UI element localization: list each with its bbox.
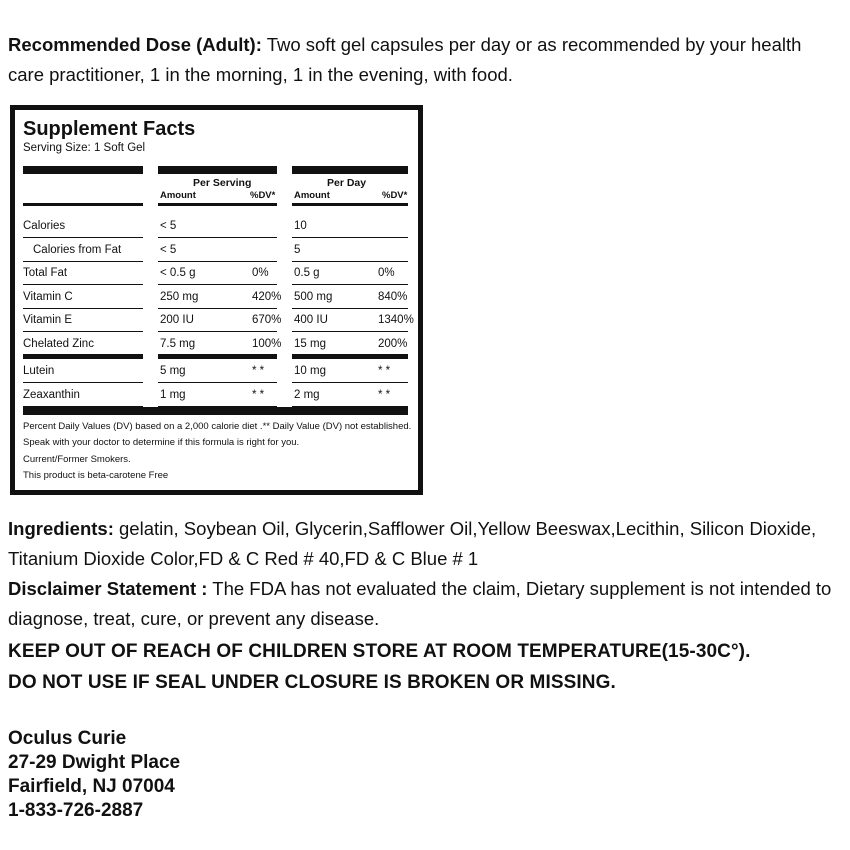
nutrient-row <box>15 308 418 332</box>
per-day-amount: 10 mg <box>294 365 326 377</box>
per-day-dv: * * <box>378 365 391 377</box>
footnote: Current/Former Smokers. <box>23 454 131 465</box>
warning-line-2: DO NOT USE IF SEAL UNDER CLOSURE IS BROKEN OR MISSING. <box>8 672 616 693</box>
per-day-dv: * * <box>378 388 391 401</box>
nutrient-name: Calories <box>23 220 66 232</box>
bottom-thick-bar <box>23 407 408 415</box>
per-day-heading: Per Day <box>327 177 367 189</box>
per-serving-dv: 670% <box>252 314 282 326</box>
nutrient-row <box>15 285 418 309</box>
warning-line-1: KEEP OUT OF REACH OF CHILDREN STORE AT ROOM TEMPERATURE(15-30C°). <box>8 641 751 662</box>
per-day-amount: 5 <box>294 243 301 256</box>
nutrient-name: Vitamin E <box>23 314 73 326</box>
nutrient-row <box>15 238 418 262</box>
per-day-dv: 0% <box>378 267 395 279</box>
per-day-amount: 15 mg <box>294 337 326 350</box>
disclaimer-label: Disclaimer Statement : <box>8 578 208 599</box>
nutrient-name: Calories from Fat <box>33 243 122 256</box>
per-day-amount: 0.5 g <box>294 267 320 279</box>
per-serving-amount: 250 mg <box>160 290 199 303</box>
city-state-zip: Fairfield, NJ 07004 <box>8 776 175 797</box>
section-divider <box>158 354 277 359</box>
per-serving-amount: < 5 <box>160 220 177 232</box>
section-divider <box>23 354 143 359</box>
per-day-dv: 1340% <box>378 314 414 326</box>
per-serving-amount: 1 mg <box>160 388 186 401</box>
footnote: This product is beta-carotene Free <box>23 470 169 481</box>
per-day-amount: 2 mg <box>294 388 320 401</box>
facts-title: Supplement Facts <box>23 118 196 140</box>
disclaimer-text: The FDA has not evaluated the claim, Dietary supplement is not intended to diagnose, treat, cure, or prevent any disease. <box>8 578 832 629</box>
per-serving-dv: 100% <box>252 337 282 350</box>
per-day-dv: 840% <box>378 290 408 303</box>
dose-text: Two soft gel capsules per day or as recommended by your health care practitioner, 1 in the morning, 1 in the evening, with food. <box>8 34 802 85</box>
dose-label: Recommended Dose (Adult): <box>8 34 262 55</box>
company-address <box>8 727 180 823</box>
subheader-bar-right <box>292 203 408 206</box>
ingredients-text: gelatin, Soybean Oil, Glycerin,Safflower Oil,Yellow Beeswax,Lecithin, Silicon Dioxide, Titanium Dioxide Color,FD & C Red # 40,FD & C Blue # 1 <box>8 518 817 569</box>
per-serving-dv: 420% <box>252 290 282 303</box>
nutrient-row <box>15 383 418 407</box>
subheader-bar-left <box>23 203 143 206</box>
street-address: 27-29 Dwight Place <box>8 752 181 773</box>
per-serving-heading: Per Serving <box>193 177 252 189</box>
nutrient-name: Zeaxanthin <box>23 388 80 401</box>
per-day-amount: 10 <box>294 220 307 232</box>
per-serving-amount-heading: Amount <box>160 190 196 201</box>
per-day-dv-heading: %DV* <box>382 190 408 201</box>
nutrient-row <box>15 332 418 356</box>
warnings <box>8 636 848 698</box>
nutrient-row <box>15 261 418 285</box>
footnote: Percent Daily Values (DV) based on a 2,000 calorie diet .** Daily Value (DV) not established. <box>23 421 412 432</box>
nutrient-name: Chelated Zinc <box>23 337 94 350</box>
section-divider <box>292 354 408 359</box>
per-serving-amount: < 5 <box>160 243 177 256</box>
header-bar-left <box>23 166 143 174</box>
ingredients <box>8 514 843 574</box>
per-serving-amount: 7.5 mg <box>160 337 196 350</box>
serving-size: Serving Size: 1 Soft Gel <box>23 142 146 154</box>
header-bar-mid <box>158 166 277 174</box>
disclaimer <box>8 574 843 634</box>
subheader-bar-mid <box>158 203 277 206</box>
per-serving-dv: * * <box>252 388 265 401</box>
per-serving-dv-heading: %DV* <box>250 190 276 201</box>
nutrient-row <box>15 214 418 238</box>
nutrient-name: Vitamin C <box>23 290 73 303</box>
per-serving-dv: 0% <box>252 267 269 279</box>
ingredients-and-disclaimer <box>8 514 843 634</box>
per-serving-amount: < 0.5 g <box>160 267 196 279</box>
nutrient-row <box>15 359 418 383</box>
per-day-dv: 200% <box>378 337 408 350</box>
nutrient-name: Total Fat <box>23 267 68 279</box>
supplement-facts-panel <box>10 105 423 495</box>
per-day-amount: 400 IU <box>294 314 328 326</box>
recommended-dose <box>8 30 838 90</box>
per-serving-amount: 200 IU <box>160 314 194 326</box>
footnote: Speak with your doctor to determine if this formula is right for you. <box>23 437 300 448</box>
phone-number: 1-833-726-2887 <box>8 800 144 821</box>
header-bar-right <box>292 166 408 174</box>
nutrient-name: Lutein <box>23 365 55 377</box>
per-day-amount: 500 mg <box>294 290 333 303</box>
ingredients-label: Ingredients: <box>8 518 114 539</box>
per-serving-dv: * * <box>252 365 265 377</box>
per-day-amount-heading: Amount <box>294 190 330 201</box>
per-serving-amount: 5 mg <box>160 365 186 377</box>
company-name: Oculus Curie <box>8 728 127 749</box>
